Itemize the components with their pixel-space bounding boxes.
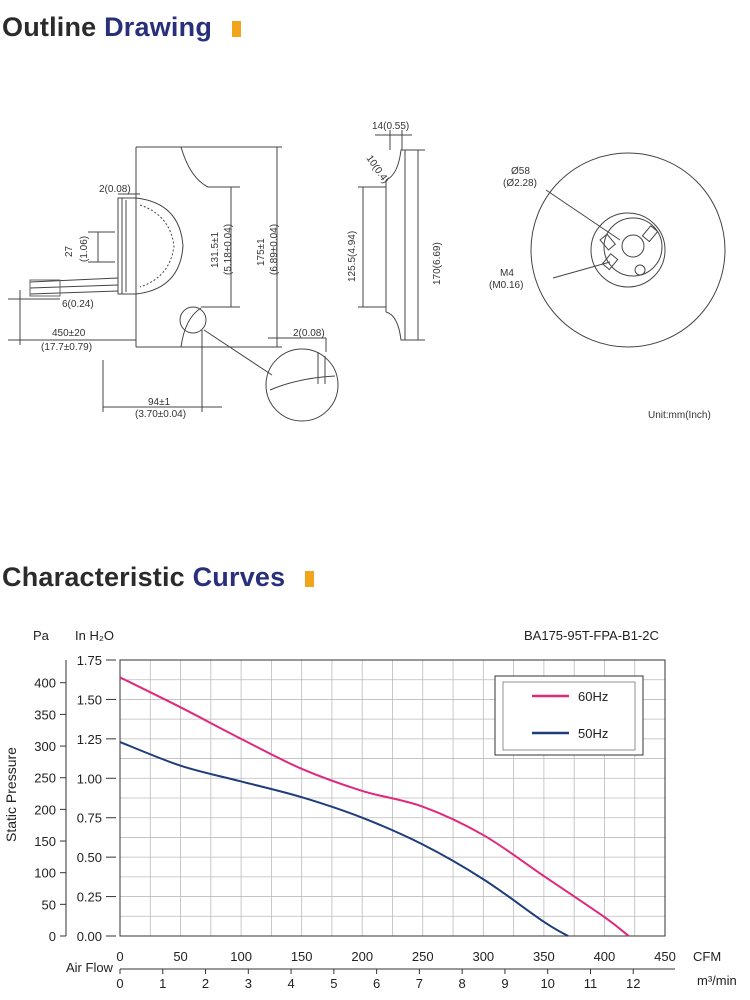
y-tick-label-pa: 250 bbox=[34, 770, 56, 786]
dim-58-inch: (Ø2.28) bbox=[503, 178, 537, 189]
series-line-50hz bbox=[120, 742, 568, 936]
y-axis-label: Static Pressure bbox=[3, 747, 19, 842]
y-tick-label-inh2o: 1.50 bbox=[76, 692, 102, 708]
x-tick-label-m3min: 4 bbox=[287, 976, 295, 991]
x-tick-label-cfm: 300 bbox=[472, 949, 495, 964]
y-tick-label-pa: 200 bbox=[34, 802, 56, 818]
x-tick-label-m3min: 2 bbox=[201, 976, 210, 991]
y-tick-label-inh2o: 0.75 bbox=[76, 810, 102, 826]
legend-label-50hz: 50Hz bbox=[578, 726, 609, 741]
dim-450: 450±20 bbox=[52, 328, 86, 339]
y-tick-label-inh2o: 0.25 bbox=[76, 889, 102, 905]
y-tick-label-inh2o: 0.50 bbox=[76, 850, 102, 866]
y-tick-label-inh2o: 1.75 bbox=[76, 653, 102, 668]
title-word-characteristic: Characteristic bbox=[2, 562, 185, 592]
x-unit-m3min: m³/min bbox=[697, 973, 737, 988]
dim-27-inch: (1.06) bbox=[79, 235, 90, 262]
x-tick-label-cfm: 200 bbox=[351, 949, 374, 964]
x-tick-label-cfm: 450 bbox=[654, 949, 676, 964]
legend-label-60hz: 60Hz bbox=[578, 689, 609, 704]
dim-131-5-inch: (5.18±0.04) bbox=[223, 223, 234, 275]
y-tick-label-inh2o: 0.00 bbox=[76, 929, 102, 944]
dim-450-inch: (17.7±0.79) bbox=[41, 342, 93, 353]
x-tick-label-m3min: 9 bbox=[501, 976, 509, 991]
dim-125-5: 125.5(4.94) bbox=[347, 230, 358, 282]
x-tick-label-cfm: 400 bbox=[593, 949, 616, 964]
y-tick-label-pa: 50 bbox=[41, 897, 56, 913]
x-tick-label-m3min: 12 bbox=[626, 976, 641, 991]
dim-6: 6(0.24) bbox=[62, 299, 94, 310]
unit-note: Unit:mm(Inch) bbox=[648, 410, 711, 421]
shaft-bore bbox=[622, 235, 644, 257]
dim-14: 14(0.55) bbox=[372, 121, 410, 132]
dim-131-5: 131.5±1 bbox=[210, 231, 221, 268]
dim-170: 170(6.69) bbox=[432, 242, 443, 285]
x-tick-label-cfm: 150 bbox=[290, 949, 313, 964]
dim-175: 175±1 bbox=[256, 238, 267, 266]
outline-drawing bbox=[0, 0, 750, 440]
housing-top-edge bbox=[136, 147, 208, 187]
dim-94: 94±1 bbox=[148, 397, 171, 408]
y-tick-label-pa: 350 bbox=[34, 707, 56, 723]
hub-dome bbox=[136, 198, 183, 294]
dim-m4: M4 bbox=[500, 268, 514, 279]
x-tick-label-cfm: 0 bbox=[116, 949, 124, 964]
x-axis-label: Air Flow bbox=[66, 960, 113, 975]
x-tick-label-m3min: 6 bbox=[373, 976, 381, 991]
x-tick-label-m3min: 10 bbox=[540, 976, 555, 991]
dim-2-008-top: 2(0.08) bbox=[99, 184, 131, 195]
characteristic-curves-title bbox=[2, 562, 314, 593]
y-tick-label-inh2o: 1.00 bbox=[76, 771, 102, 787]
dim-94-inch: (3.70±0.04) bbox=[135, 409, 187, 420]
dim-58: Ø58 bbox=[511, 166, 530, 177]
y-tick-label-pa: 100 bbox=[34, 865, 56, 881]
characteristic-chart bbox=[0, 600, 750, 1000]
x-tick-label-m3min: 7 bbox=[415, 976, 424, 991]
y-tick-label-pa: 300 bbox=[34, 739, 56, 755]
y-unit-pa: Pa bbox=[33, 628, 49, 643]
x-tick-label-cfm: 100 bbox=[230, 949, 252, 964]
dim-175-inch: (6.89±0.04) bbox=[269, 223, 280, 275]
dim-m4-inch: (M0.16) bbox=[489, 280, 524, 291]
x-tick-label-m3min: 1 bbox=[159, 976, 167, 991]
detail-marker bbox=[180, 307, 206, 333]
x-tick-label-cfm: 50 bbox=[173, 949, 188, 964]
y-tick-label-inh2o: 1.25 bbox=[76, 731, 102, 747]
legend-box bbox=[495, 676, 643, 755]
dim-10: 10(0.4) bbox=[363, 153, 391, 186]
housing-bottom-edge bbox=[136, 308, 201, 347]
y-tick-label-pa: 0 bbox=[48, 929, 56, 944]
x-tick-label-m3min: 0 bbox=[116, 976, 124, 991]
title-word-drawing: Drawing bbox=[104, 12, 213, 42]
x-unit-cfm: CFM bbox=[693, 949, 722, 964]
title-word-curves: Curves bbox=[192, 562, 286, 592]
dim-27: 27 bbox=[64, 245, 75, 257]
title-word-outline: Outline bbox=[2, 12, 97, 42]
x-tick-label-cfm: 350 bbox=[533, 949, 555, 964]
x-tick-label-m3min: 8 bbox=[458, 976, 466, 991]
y-tick-label-pa: 400 bbox=[34, 675, 56, 691]
motor-hub bbox=[118, 198, 136, 294]
y-unit-inh2o: In H₂O bbox=[75, 628, 114, 643]
orange-accent-icon bbox=[305, 571, 314, 587]
dim-2-008-bottom: 2(0.08) bbox=[293, 328, 325, 339]
x-tick-label-m3min: 5 bbox=[330, 976, 338, 991]
x-tick-label-m3min: 3 bbox=[244, 976, 252, 991]
chart-legend bbox=[495, 676, 643, 755]
x-tick-label-cfm: 250 bbox=[411, 949, 434, 964]
impeller-front-outer bbox=[531, 153, 725, 347]
x-tick-label-m3min: 11 bbox=[583, 976, 598, 991]
y-tick-label-pa: 150 bbox=[34, 834, 56, 850]
detail-view bbox=[266, 349, 338, 421]
chart-title: BA175-95T-FPA-B1-2C bbox=[524, 628, 659, 643]
